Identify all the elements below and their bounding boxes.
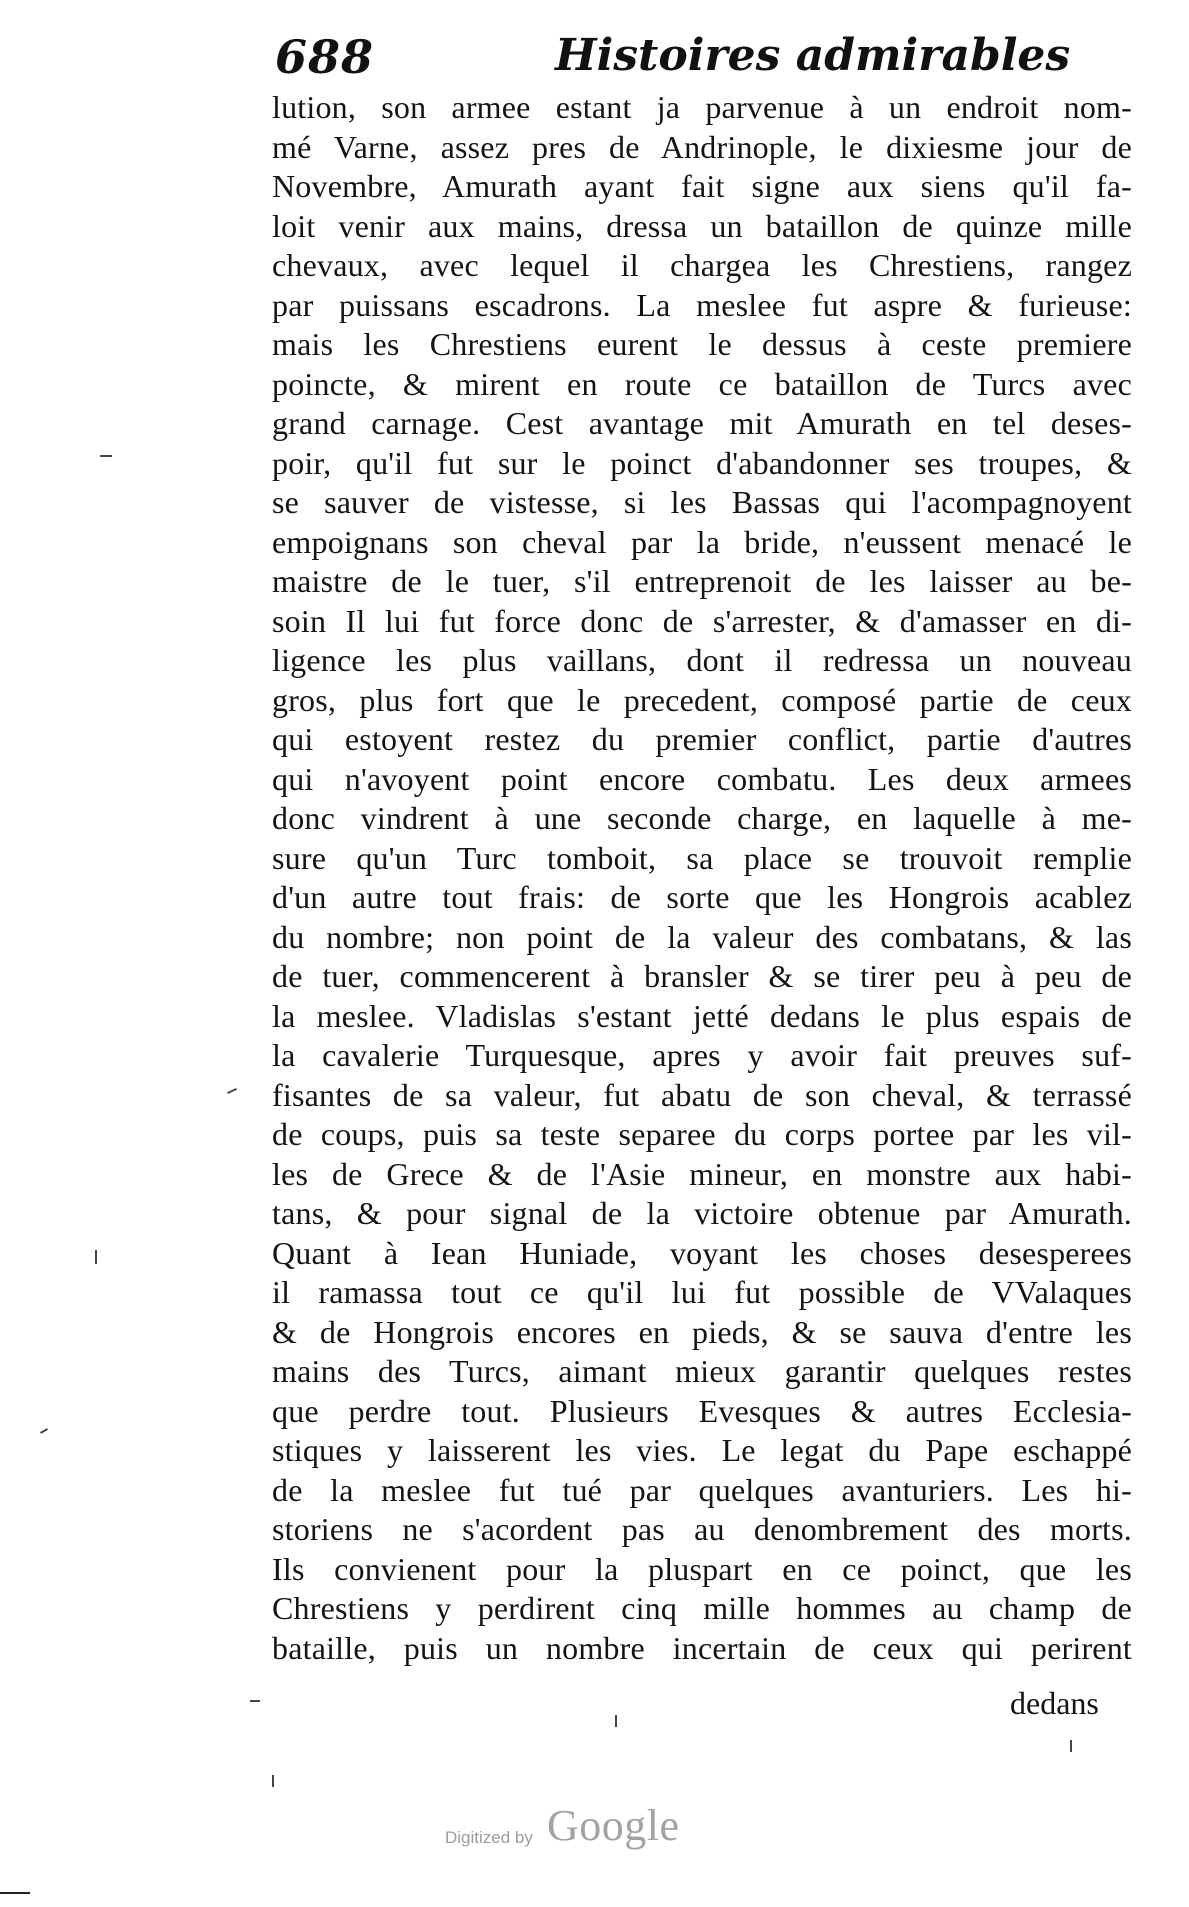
text-line: soin Il lui fut force donc de s'arrester, & d'amasser en di- xyxy=(272,602,1132,639)
text-line: de tuer, commencerent à bransler & se tirer peu à peu de xyxy=(272,958,1132,994)
text-line: loit venir aux mains, dressa un bataillon de quinze mille xyxy=(272,207,1132,244)
scan-speck xyxy=(227,1088,237,1094)
text-line: la cavalerie Turquesque, apres y avoir fait preuves suf- xyxy=(272,1037,1132,1073)
catchword: dedans xyxy=(1010,1685,1099,1721)
text-line: de la meslee fut tué par quelques avanturiers. Les hi- xyxy=(272,1471,1132,1508)
scan-speck xyxy=(272,1775,274,1787)
text-line: empoignans son cheval par la bride, n'eussent menacé le xyxy=(272,523,1132,560)
text-line: mais les Chrestiens eurent le dessus à ceste premiere xyxy=(272,326,1132,362)
text-line: poir, qu'il fut sur le poinct d'abandonner ses troupes, & xyxy=(272,444,1132,481)
text-line: stiques y laisserent les vies. Le legat du Pape eschappé xyxy=(272,1432,1132,1468)
text-line: Chrestiens y perdirent cinq mille hommes au champ de xyxy=(272,1590,1132,1626)
text-line: grand carnage. Cest avantage mit Amurath en tel deses- xyxy=(272,405,1132,441)
text-line: Ils convienent pour la pluspart en ce poinct, que les xyxy=(272,1550,1132,1587)
text-line: & de Hongrois encores en pieds, & se sauva d'entre les xyxy=(272,1313,1132,1350)
text-line: de coups, puis sa teste separee du corps portee par les vil- xyxy=(272,1116,1132,1152)
running-head: Histoires admirables xyxy=(555,30,1071,81)
text-line: les de Grece & de l'Asie mineur, en monstre aux habi- xyxy=(272,1155,1132,1192)
text-line: du nombre; non point de la valeur des combatans, & las xyxy=(272,918,1132,955)
text-line: mé Varne, assez pres de Andrinople, le dixiesme jour de xyxy=(272,128,1132,165)
page-header xyxy=(275,22,1135,82)
page-number: 688 xyxy=(275,30,375,84)
text-line: d'un autre tout frais: de sorte que les Hongrois acablez xyxy=(272,879,1132,915)
text-line: Quant à Iean Huniade, voyant les choses desesperees xyxy=(272,1234,1132,1271)
text-line: qui n'avoyent point encore combatu. Les deux armees xyxy=(272,760,1132,797)
scan-speck xyxy=(615,1715,617,1727)
text-line: poincte, & mirent en route ce bataillon de Turcs avec xyxy=(272,365,1132,402)
google-digitized-watermark xyxy=(445,1800,745,1860)
text-line: se sauver de vistesse, si les Bassas qui l'acompagnoyent xyxy=(272,484,1132,520)
text-line: par puissans escadrons. La meslee fut aspre & furieuse: xyxy=(272,286,1132,323)
scan-speck xyxy=(250,1700,260,1702)
text-line: donc vindrent à une seconde charge, en laquelle à me- xyxy=(272,800,1132,836)
text-line: ligence les plus vaillans, dont il redressa un nouveau xyxy=(272,642,1132,678)
text-line: que perdre tout. Plusieurs Evesques & autres Ecclesia- xyxy=(272,1392,1132,1429)
scan-speck xyxy=(95,1250,97,1264)
text-line: gros, plus fort que le precedent, composé partie de ceux xyxy=(272,681,1132,718)
text-line: la meslee. Vladislas s'estant jetté dedans le plus espais de xyxy=(272,997,1132,1034)
google-logo: Google xyxy=(547,1801,680,1850)
watermark-prefix: Digitized by xyxy=(445,1828,533,1847)
text-line: lution, son armee estant ja parvenue à un endroit nom- xyxy=(272,89,1132,125)
text-line: maistre de le tuer, s'il entreprenoit de les laisser au be- xyxy=(272,563,1132,599)
text-line: mains des Turcs, aimant mieux garantir quelques restes xyxy=(272,1353,1132,1389)
scan-speck xyxy=(100,455,112,457)
text-line: fisantes de sa valeur, fut abatu de son cheval, & terrassé xyxy=(272,1076,1132,1113)
text-line: sure qu'un Turc tomboit, sa place se trouvoit remplie xyxy=(272,839,1132,876)
text-line: chevaux, avec lequel il chargea les Chrestiens, rangez xyxy=(272,247,1132,283)
text-line: bataille, puis un nombre incertain de ceux qui perirent xyxy=(272,1629,1132,1666)
text-line: Novembre, Amurath ayant fait signe aux siens qu'il fa- xyxy=(272,168,1132,204)
body-text xyxy=(272,88,1132,1668)
text-line: tans, & pour signal de la victoire obtenue par Amurath. xyxy=(272,1195,1132,1231)
text-line: qui estoyent restez du premier conflict, partie d'autres xyxy=(272,721,1132,757)
text-line: il ramassa tout ce qu'il lui fut possible de VValaques xyxy=(272,1274,1132,1310)
scan-speck xyxy=(0,1892,30,1894)
scan-speck xyxy=(1070,1740,1072,1752)
text-line: storiens ne s'acordent pas au denombrement des morts. xyxy=(272,1511,1132,1547)
scan-speck xyxy=(40,1428,48,1434)
